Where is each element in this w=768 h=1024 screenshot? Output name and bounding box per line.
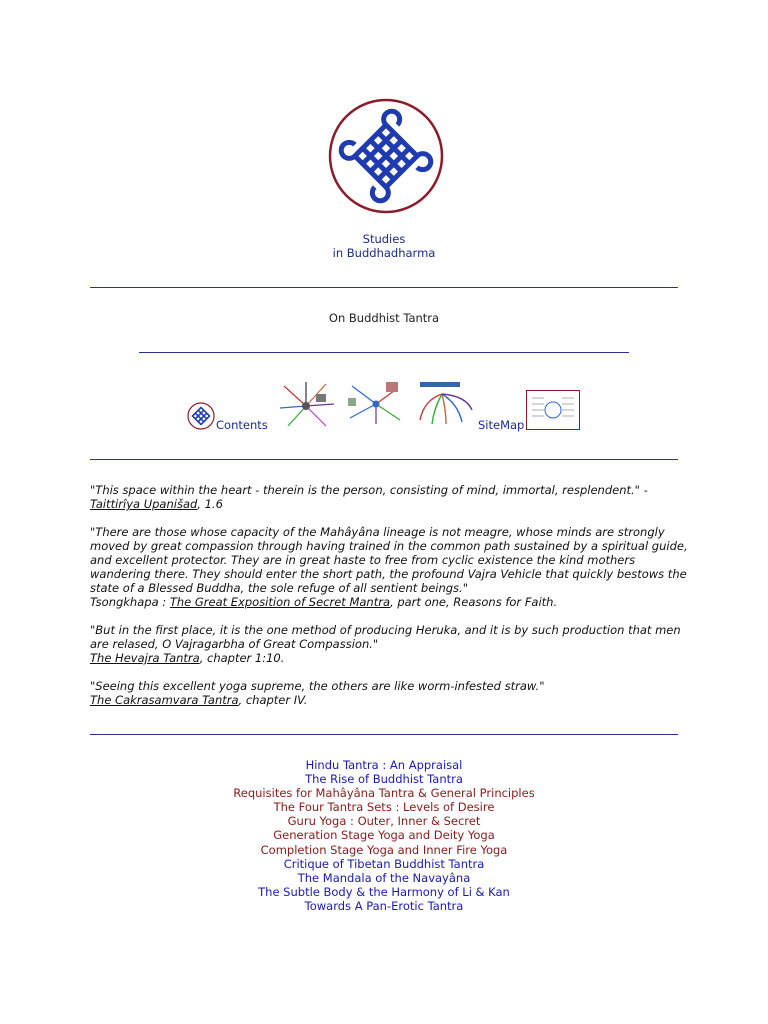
quote-source-link[interactable]: The Great Exposition of Secret Mantra — [169, 595, 391, 609]
toc-link[interactable]: Critique of Tibetan Buddhist Tantra — [283, 856, 485, 871]
toc-link[interactable]: Hindu Tantra : An Appraisal — [305, 758, 463, 772]
mind-map-thumbnail-3[interactable] — [414, 380, 474, 426]
nav-bar — [0, 378, 768, 434]
quote-text: "Seeing this excellent yoga supreme, the others are like worm-infested straw." — [90, 679, 545, 693]
quote-3 — [90, 623, 690, 665]
toc-link[interactable]: The Rise of Buddhist Tantra — [305, 772, 463, 787]
endless-knot-logo-icon — [328, 98, 444, 214]
quote-text: "There are those whose capacity of the Mahâyâna lineage is not meagre, whose minds are strongly moved by great compassion through having trained in the common path sustained by a spiritual guide, and excellent protector. They are in great haste to free from cyclic existence the kind mothers wandering there. They should enter the short path, the profound Vajra Vehicle that quickly bestows the state of a Blessed Buddha, the sole refuge of all sentient beings." — [90, 525, 688, 595]
divider — [90, 459, 678, 460]
quote-source-link[interactable]: The Cakrasamvara Tantra — [90, 693, 239, 707]
site-title[interactable] — [0, 232, 768, 260]
divider — [90, 287, 678, 288]
quote-source-suffix: , chapter 1:10. — [199, 651, 285, 665]
toc-link[interactable]: Completion Stage Yoga and Inner Fire Yoga — [260, 842, 508, 857]
quotes-section — [90, 483, 690, 721]
quote-source-suffix: , part one, Reasons for Faith. — [390, 595, 558, 609]
quote-2 — [90, 525, 690, 609]
toc-link[interactable]: Generation Stage Yoga and Deity Yoga — [273, 828, 495, 843]
toc-link[interactable]: The Mandala of the Navayâna — [297, 870, 471, 885]
quote-text: "This space within the heart - therein is the person, consisting of mind, immortal, resplendent." - — [90, 483, 648, 497]
sitemap-thumbnail[interactable] — [526, 390, 580, 430]
sitemap-link[interactable]: SiteMap — [478, 418, 525, 432]
divider — [90, 734, 678, 735]
contents-link[interactable]: Contents — [216, 418, 268, 432]
site-title-line1[interactable]: Studies — [362, 232, 406, 246]
quote-text: "But in the first place, it is the one method of producing Heruka, and it is by such production that men are relased, O Vajragarbha of Great Compassion." — [90, 623, 681, 651]
quote-1 — [90, 483, 690, 511]
toc-link[interactable]: Guru Yoga : Outer, Inner & Secret — [287, 814, 481, 829]
contents-knot-icon[interactable] — [187, 402, 215, 430]
divider — [139, 352, 629, 353]
mind-map-thumbnail-2[interactable] — [346, 380, 404, 426]
quote-source-link[interactable]: The Hevajra Tantra — [90, 651, 200, 665]
toc-link[interactable]: Towards A Pan-Erotic Tantra — [304, 898, 464, 913]
quote-source-link[interactable]: Taittirîya Upanišad — [90, 497, 198, 511]
mind-map-thumbnail-1[interactable] — [276, 378, 338, 430]
quote-source-prefix: Tsongkhapa : — [90, 595, 170, 609]
toc-link[interactable]: Requisites for Mahâyâna Tantra & General Principles — [233, 786, 535, 801]
quote-4 — [90, 679, 690, 707]
site-title-line2[interactable]: in Buddhadharma — [332, 246, 436, 260]
page-subtitle: On Buddhist Tantra — [328, 311, 440, 325]
toc-link[interactable]: The Four Tantra Sets : Levels of Desire — [273, 800, 495, 815]
table-of-contents — [0, 758, 768, 913]
toc-link[interactable]: The Subtle Body & the Harmony of Li & Kan — [258, 884, 510, 899]
quote-source-suffix: , 1.6 — [197, 497, 223, 511]
quote-source-suffix: , chapter IV. — [238, 693, 308, 707]
